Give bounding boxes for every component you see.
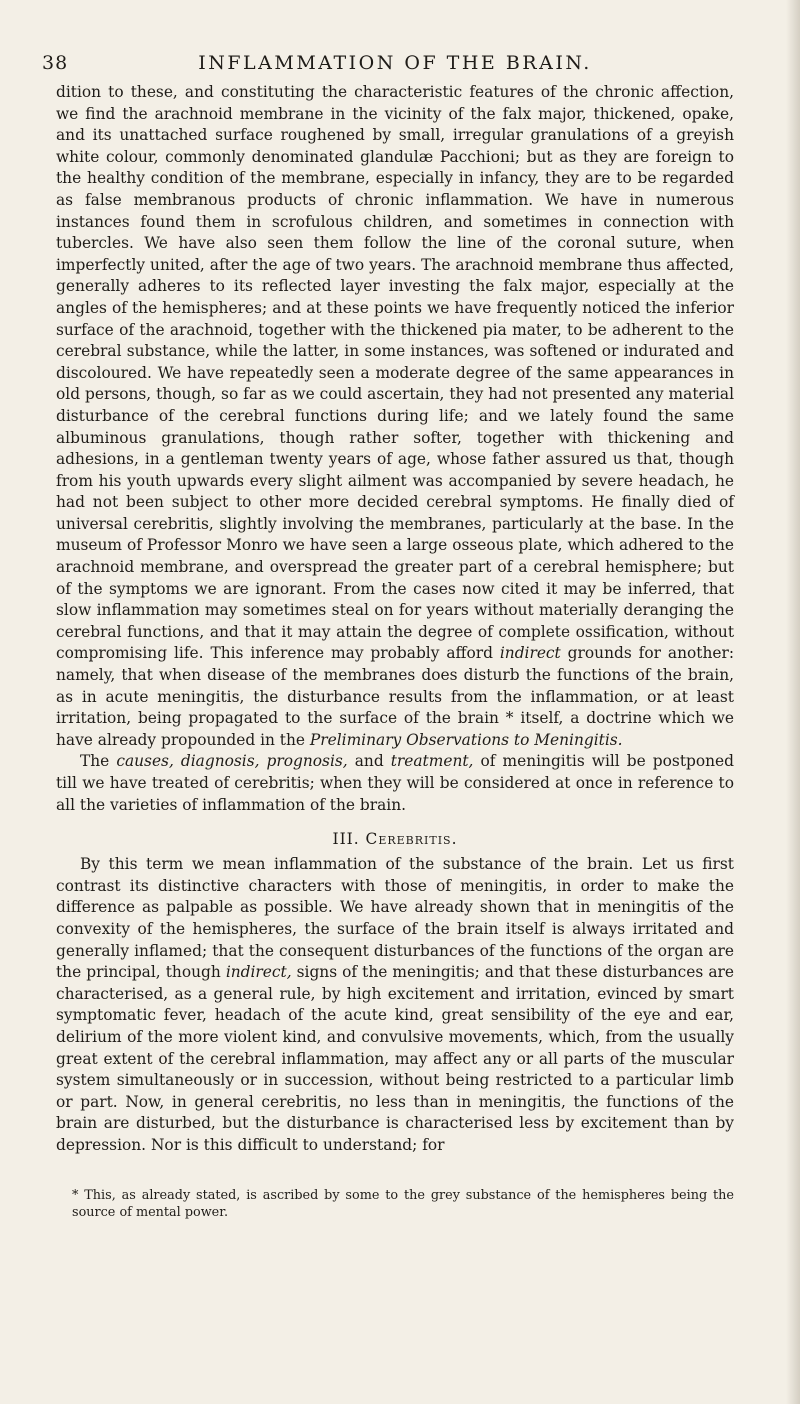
page-number: 38	[42, 52, 69, 74]
page-header	[42, 40, 734, 82]
section-title: Cerebritis.	[365, 830, 458, 849]
italic-text-run: Preliminary Observations to Meningitis.	[309, 730, 623, 749]
italic-text-run: indirect	[499, 644, 561, 663]
text-run: grounds for another: namely, that when disease of the membranes does disturb the functions of the brain, as in acute meningitis, the disturbance results from the inflammation, or at least irritation, being propagated to the surface of the brain * itself, a doctrine which we have already propounded in the	[56, 644, 735, 749]
italic-text-run: causes, diagnosis, prognosis,	[116, 752, 348, 771]
paragraph	[56, 854, 734, 1156]
running-head: INFLAMMATION OF THE BRAIN.	[198, 52, 592, 74]
paragraph	[56, 82, 734, 751]
footnote	[56, 1187, 734, 1221]
footnote-text: * This, as already stated, is ascribed by some to the grey substance of the hemispheres being the source of mental power.	[72, 1187, 734, 1220]
body-text	[56, 82, 734, 1157]
italic-text-run: treatment,	[390, 752, 474, 771]
text-run: dition to these, and constituting the characteristic features of the chronic affection, we find the arachnoid membrane in the vicinity of the falx major, thickened, opake, and its unattached surface roughened by small, irregular granulations of a greyish white colour, commonly denominated glandulæ Pacchioni; but as they are foreign to the healthy condition of the membrane, especially in infancy, they are to be regarded as false membranous products of chronic inflammation. We have in numerous instances found them in scrofulous children, and sometimes in connection with tubercles. We have also seen them follow the line of the coronal suture, when imperfectly united, after the age of two years. The arachnoid membrane thus affected, generally adheres to its reflected layer investing the falx major, especially at the angles of the hemispheres; and at these points we have frequently noticed the inferior surface of the arachnoid, together with the thickened pia mater, to be adherent to the cerebral substance, while the latter, in some instances, was softened or indurated and discoloured. We have repeatedly seen a moderate degree of the same appearances in old persons, though, so far as we could ascertain, they had not presented any material disturbance of the cerebral functions during life; and we lately found the same albuminous granulations, though rather softer, together with thickening and adhesions, in a gentleman twenty years of age, whose father assured us that, though from his youth upwards every slight ailment was accompanied by severe headach, he had not been subject to other more decided cerebral symptoms. He finally died of universal cerebritis, slightly involving the membranes, particularly at the base. In the museum of Professor Monro we have seen a large osseous plate, which adhered to the arachnoid membrane, and overspread the greater part of a cerebral hemisphere; but of the symptoms we are ignorant. From the cases now cited it may be inferred, that slow inflammation may sometimes steal on for years without materially deranging the cerebral functions, and that it may attain the degree of complete ossification, without compromising life. This inference may probably afford	[56, 83, 734, 663]
section-heading	[56, 830, 734, 848]
italic-text-run: indirect,	[225, 963, 292, 982]
text-run: and	[347, 752, 391, 771]
paragraph	[56, 751, 734, 816]
text-run: signs of the meningitis; and that these disturbances are characterised, as a general rule, by high excitement and irritation, evinced by smart symptomatic fever, headach of the acute kind, great sensibility of the eye and ear, delirium of the more violent kind, and convulsive movements, which, from the usually great extent of the cerebral inflammation, may affect any or all parts of the muscular system simultaneously or in succession, without being restricted to a particular limb or part. Now, in general cerebritis, no less than in meningitis, the functions of the brain are disturbed, but the disturbance is characterised less by excitement than by depression. Nor is this difficult to understand; for	[56, 963, 734, 1154]
text-run: of meningitis will be postponed till we have treated of cerebritis; when they will be considered at once in reference to all the varieties of inflammation of the brain.	[56, 752, 734, 814]
text-run: By this term we mean inflammation of the substance of the brain. Let us first contrast its distinctive characters with those of meningitis, in order to make the difference as palpable as possible. We have already shown that in meningitis of the convexity of the hemispheres, the surface of the brain itself is always irritated and generally inflamed; that the consequent disturbances of the functions of the organ are the principal, though	[56, 855, 734, 982]
paragraph-group-2	[56, 854, 734, 1156]
page-edge-shadow	[786, 0, 800, 1404]
text-run: The	[80, 752, 117, 771]
paragraph-group-1	[56, 82, 734, 816]
section-number: III.	[332, 830, 360, 849]
